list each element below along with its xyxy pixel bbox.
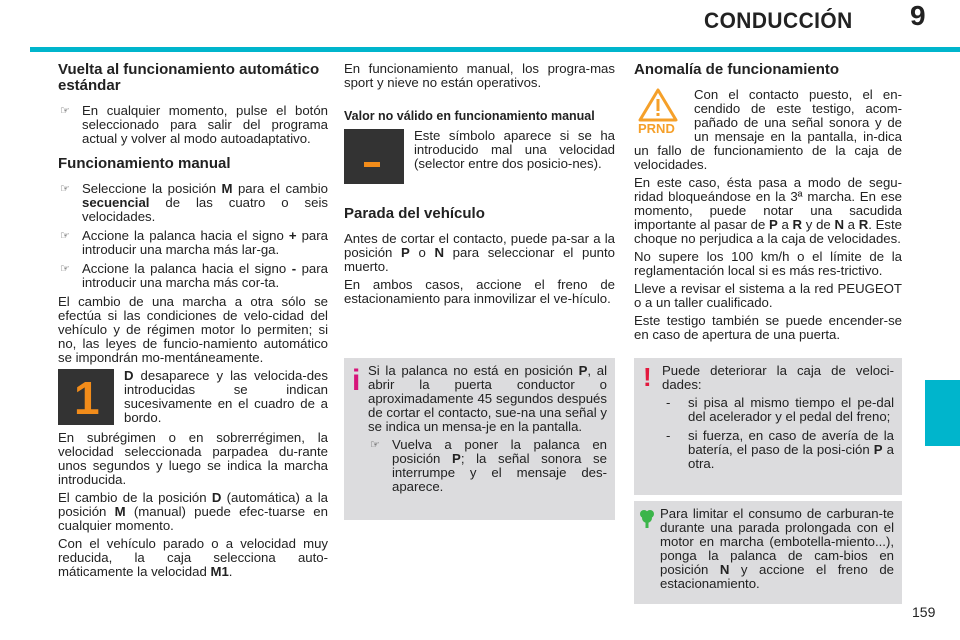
text-run: Puede deteriorar la caja de veloci-dades:: [662, 363, 894, 392]
bold-text: +: [288, 228, 297, 243]
bold-text: N: [719, 562, 730, 577]
paragraph: [414, 129, 615, 171]
text-run: Seleccione la posición: [82, 181, 222, 196]
text-run: desaparece y las velocida-des introducidas se indican sucesivamente en el cuadro de a bordo.: [124, 368, 328, 425]
text-run: En cualquier momento, pulse el botón seleccionado para salir del programa actual y volver al modo autoadaptativo.: [82, 103, 328, 146]
dash-text: [688, 396, 894, 424]
dash-marker: -: [666, 395, 671, 410]
text-run: para seleccionar el punto muerto.: [344, 245, 615, 274]
bold-text: P: [452, 451, 461, 466]
prnd-label: PRND: [638, 121, 675, 136]
text-run: Este testigo también se puede encender-se en caso de apertura de una puerta.: [634, 313, 902, 342]
text-run: Si la palanca no está en posición: [368, 363, 579, 378]
text-run: En ambos casos, accione el freno de estacionamiento para inmovilizar el ve-hículo.: [344, 277, 615, 306]
bullet-text: [82, 229, 328, 257]
text-run: Accione la palanca hacia el signo: [82, 261, 292, 276]
paragraph: [58, 491, 328, 533]
text-run: Vuelva a poner la palanca en posición: [392, 437, 607, 466]
left-column: [58, 62, 328, 583]
bullet-item: [368, 438, 607, 494]
bold-text: P: [401, 245, 410, 260]
bullet-text: [82, 262, 328, 290]
bold-text: D: [124, 368, 134, 383]
bullet-text: [82, 182, 328, 224]
bullet-item: [58, 182, 328, 224]
paragraph: [344, 278, 615, 306]
text-run: Antes de cortar el contacto, puede pa-sar a la posición: [344, 231, 615, 260]
gearbox-warning-icon: [638, 88, 684, 138]
text-run: .: [228, 564, 233, 579]
text-run: si pisa al mismo tiempo el pe-dal del acelerador y el pedal del freno;: [688, 395, 894, 424]
pointing-hand-icon: ☞: [60, 263, 70, 275]
paragraph: [634, 282, 902, 310]
section-heading: Funcionamiento manual: [58, 155, 231, 172]
gear-digit: 1: [74, 372, 100, 424]
pointing-hand-icon: ☞: [60, 105, 70, 117]
chapter-title: CONDUCCIÓN: [704, 8, 853, 33]
text-run: En este caso, ésta pasa a modo de segu-ridad bloqueándose en la 3ª marcha. En ese momento, puede notar una sacudida importante al pasar de: [634, 175, 902, 232]
bullet-text: [392, 438, 607, 494]
text-run: o: [409, 245, 435, 260]
text-run: Con el contacto puesto, el en-cendido de este testigo, acom-pañado de una señal sonora y de un mensaje en la pantalla, in-dica un fallo de funcionamiento de la caja de velocidades.: [634, 87, 902, 172]
bold-text: -: [291, 261, 297, 276]
info-icon: i: [352, 364, 361, 397]
gear-1-display-icon: [58, 369, 114, 425]
bold-text: P: [769, 217, 778, 232]
invalid-gear-icon: [344, 129, 404, 184]
pointing-hand-icon: ☞: [60, 183, 70, 195]
bullet-text: [82, 104, 328, 146]
tree-icon: [639, 509, 655, 532]
pointing-hand-icon: ☞: [60, 230, 70, 242]
paragraph: [58, 295, 328, 365]
paragraph: [58, 537, 328, 579]
section-heading: Anomalía de funcionamiento: [634, 61, 840, 78]
paragraph: [634, 250, 902, 278]
bullet-item: [58, 104, 328, 146]
text-run: Este símbolo aparece si se ha introducido mal una velocidad (selector entre dos posicio-nes).: [414, 128, 615, 171]
text-run: Accione la palanca hacia el signo: [82, 228, 289, 243]
dash-text: [688, 429, 894, 471]
header-rule: [30, 47, 960, 52]
bullet-item: [58, 262, 328, 290]
text-run: El cambio de la posición: [58, 490, 212, 505]
dash-item: [662, 396, 894, 424]
chapter-tab: [925, 380, 960, 446]
paragraph: [344, 62, 615, 90]
bold-text: D: [211, 490, 222, 505]
bold-text: M: [114, 504, 126, 519]
section-heading: Parada del vehículo: [344, 205, 485, 222]
text-run: para introducir una marcha más lar-ga.: [82, 228, 328, 257]
text-run: Para limitar el consumo de carburan-te durante una parada prolongada con el motor en marcha (embotella-miento...), ponga la palanca de cam-bios en posición: [660, 506, 894, 577]
text-run: Lleve a revisar el sistema a la red PEUGEOT o a un taller cualificado.: [634, 281, 902, 310]
bold-text: N: [834, 217, 844, 232]
text-run: (manual) puede efec-tuarse en cualquier momento.: [58, 504, 328, 533]
text-run: para introducir una marcha más cor-ta.: [82, 261, 328, 290]
bold-text: R: [792, 217, 803, 232]
page-number: 159: [912, 604, 936, 620]
eco-tip-box: [634, 501, 902, 604]
text-run: (automática) a la posición: [58, 490, 329, 519]
text-run: El cambio de una marcha a otra sólo se efectúa si las condiciones de velo-cidad del vehículo y de régimen motor lo permiten; si no, las leyes de funcio-namiento automático se impondrán mo-mentáneamente.: [58, 294, 328, 365]
subheading: Valor no válido en funcionamiento manual: [344, 109, 595, 123]
text-run: , al abrir la puerta conductor o aproximadamente 45 segundos después de cortar el contacto, sue-na una señal y se indica un mensa-je en la pantalla.: [368, 363, 607, 434]
text-run: Con el vehículo parado o a velocidad muy reducida, la caja selecciona auto-máticamente la velocidad: [58, 536, 328, 579]
text-run: de las cuatro o seis velocidades.: [82, 195, 328, 224]
exclamation-icon: !: [643, 362, 652, 392]
text-run: En subrégimen o en sobrerrégimen, la velocidad seleccionada parpadea du-rante unos segundos y luego se indica la marcha introducida.: [58, 430, 328, 487]
bullet-item: [58, 229, 328, 257]
chapter-number: 9: [910, 0, 926, 31]
text-run: y de: [802, 217, 835, 232]
text-run: ; la señal sonora se interrumpe y el mensaje des-aparece.: [392, 451, 607, 494]
bold-text: M1: [210, 564, 229, 579]
text-run: si fuerza, en caso de avería de la batería, el paso de la posi-ción: [688, 428, 894, 457]
text-run: y accione el freno de estacionamiento.: [660, 562, 894, 591]
text-run: En funcionamiento manual, los progra-mas sport y nieve no están operativos.: [344, 61, 615, 90]
paragraph: [660, 507, 894, 591]
text-run: No supere los 100 km/h o el límite de la reglamentación local si es más res-trictivo.: [634, 249, 902, 278]
text-run: . Este choque no perjudica a la caja de velocidades.: [634, 217, 902, 246]
text-run: a: [843, 217, 859, 232]
dash-item: [662, 429, 894, 471]
paragraph: [634, 176, 902, 246]
bold-text: P: [578, 363, 588, 378]
bold-text: secuencial: [82, 195, 150, 210]
paragraph: [368, 364, 607, 434]
warning-box: [634, 358, 902, 495]
text-run: a otra.: [688, 442, 894, 471]
right-column: [634, 62, 902, 346]
section-heading: Vuelta al funcionamiento automático estándar: [58, 61, 320, 94]
text-run: a: [777, 217, 793, 232]
bold-text: N: [434, 245, 445, 260]
paragraph: [662, 364, 894, 392]
dash-marker: -: [666, 428, 671, 443]
bold-text: R: [858, 217, 869, 232]
bold-text: P: [873, 442, 883, 457]
middle-column: [344, 62, 615, 310]
paragraph: [344, 232, 615, 274]
pointing-hand-icon: ☞: [370, 439, 380, 451]
text-run: para el cambio: [232, 181, 328, 196]
paragraph: [124, 369, 328, 425]
paragraph: [58, 429, 328, 487]
info-box: [344, 358, 615, 520]
paragraph: [634, 314, 902, 342]
bold-text: M: [221, 181, 233, 196]
